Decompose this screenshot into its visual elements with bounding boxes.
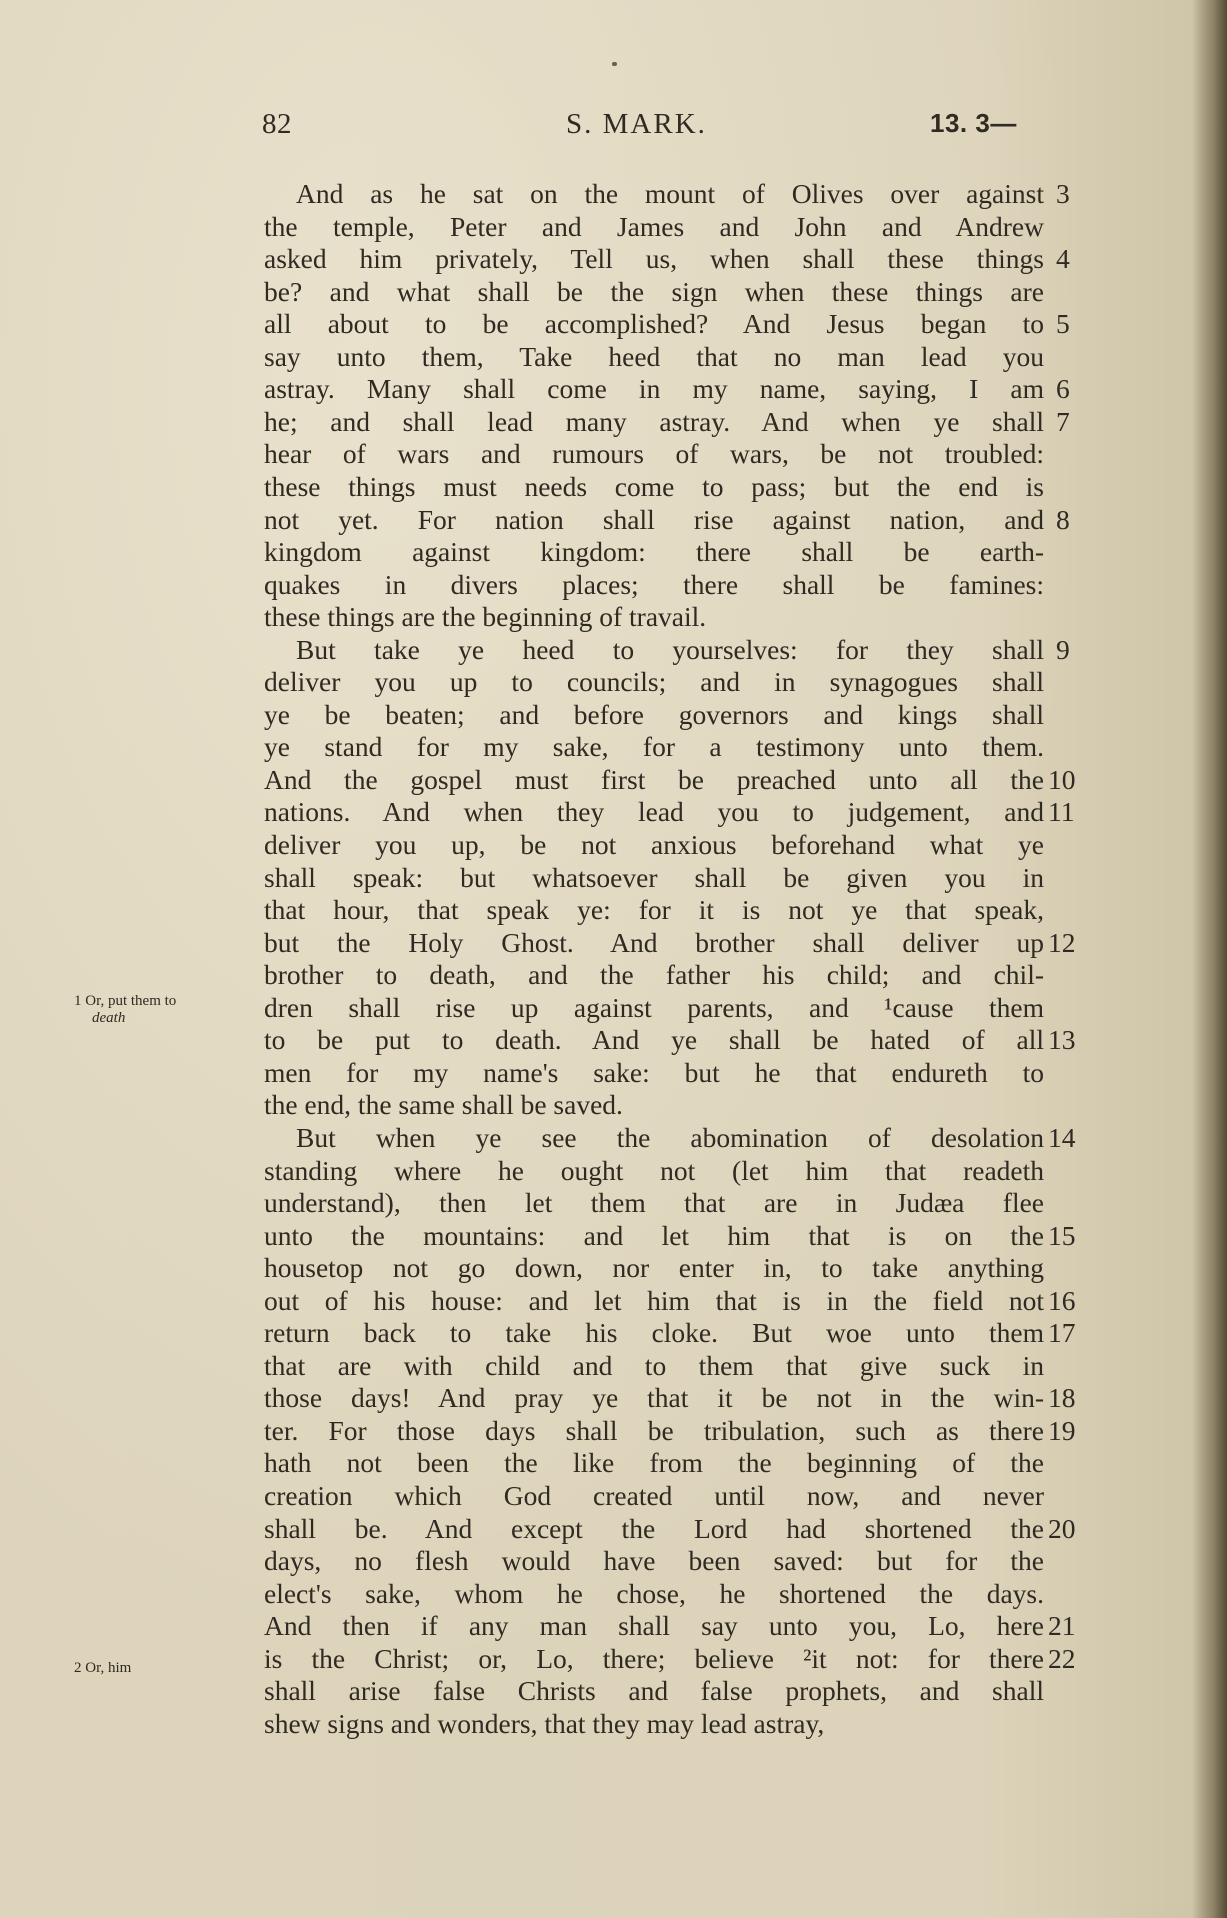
text-line xyxy=(264,959,1044,991)
text-line-content: the end, the same shall be saved. xyxy=(264,1089,623,1121)
text-line xyxy=(264,1382,1044,1414)
text-line-content: return back to take his cloke. But woe unto them xyxy=(264,1317,1044,1349)
text-line-content: brother to death, and the father his child; and chil- xyxy=(264,959,1044,991)
text-line-content: housetop not go down, nor enter in, to take anything xyxy=(264,1252,1044,1284)
text-line-content: But when ye see the abomination of desolation xyxy=(296,1121,1044,1153)
text-line-content: But take ye heed to yourselves: for they shall xyxy=(296,633,1044,665)
text-line-content: shall speak: but whatsoever shall be given you in xyxy=(264,861,1044,893)
text-line xyxy=(264,1643,1044,1675)
text-line-content: ye be beaten; and before governors and kings shall xyxy=(264,698,1044,730)
verse-number: 4 xyxy=(1056,243,1070,275)
verse-number: 7 xyxy=(1056,405,1070,437)
text-line-content: that are with child and to them that give suck in xyxy=(264,1349,1044,1381)
verse-number: 21 xyxy=(1048,1610,1076,1642)
text-line xyxy=(264,764,1044,796)
text-line-content: deliver you up to councils; and in synagogues shall xyxy=(264,666,1044,698)
margin-note-1-line-2: death xyxy=(92,1010,126,1026)
text-line-content: unto the mountains: and let him that is on the xyxy=(264,1219,1044,1251)
text-line xyxy=(264,1350,1044,1382)
text-line-content: but the Holy Ghost. And brother shall deliver up xyxy=(264,926,1044,958)
verse-number: 10 xyxy=(1048,763,1076,795)
verse-number: 18 xyxy=(1048,1382,1076,1414)
text-line xyxy=(264,178,1044,210)
text-line xyxy=(264,927,1044,959)
text-line-content: creation which God created until now, and never xyxy=(264,1480,1044,1511)
text-line xyxy=(264,406,1044,438)
text-line-content: these things must needs come to pass; but the end is xyxy=(264,470,1044,502)
text-line xyxy=(264,1610,1044,1642)
ink-speck xyxy=(612,62,617,66)
text-line-content: days, no flesh would have been saved: but for the xyxy=(264,1545,1044,1577)
verse-number: 13 xyxy=(1048,1024,1076,1056)
text-line xyxy=(264,1708,1044,1740)
verse-number: 19 xyxy=(1048,1414,1076,1446)
text-line xyxy=(264,1089,1044,1121)
margin-note-2-line-1: 2 Or, him xyxy=(74,1660,132,1676)
text-line xyxy=(264,1447,1044,1479)
page-edge-shadow xyxy=(1193,0,1227,1918)
text-line-content: elect's sake, whom he chose, he shortened the days. xyxy=(264,1577,1044,1609)
text-line xyxy=(264,796,1044,828)
text-line-content: the temple, Peter and James and John and Andrew xyxy=(264,210,1044,242)
text-line-content: dren shall rise up against parents, and ¹cause them xyxy=(264,991,1044,1023)
text-line xyxy=(264,471,1044,503)
text-line xyxy=(264,341,1044,373)
text-line-content: quakes in divers places; there shall be famines: xyxy=(264,568,1044,600)
verse-number: 16 xyxy=(1048,1284,1076,1316)
chapter-verse-ref: 13. 3— xyxy=(930,108,1017,138)
verse-number: 6 xyxy=(1056,373,1070,405)
text-line-content: shew signs and wonders, that they may lead astray, xyxy=(264,1707,825,1739)
verse-number: 14 xyxy=(1048,1121,1076,1153)
verse-number: 11 xyxy=(1048,796,1075,828)
page-number: 82 xyxy=(262,108,292,140)
text-line-content: shall be. And except the Lord had shortened the xyxy=(264,1512,1044,1544)
text-line xyxy=(264,276,1044,308)
running-header xyxy=(0,104,1227,148)
verse-number: 5 xyxy=(1056,308,1070,340)
text-line-content: And as he sat on the mount of Olives over against xyxy=(296,178,1044,209)
text-line-content: is the Christ; or, Lo, there; believe ²it not: for there xyxy=(264,1642,1044,1674)
text-line xyxy=(264,1513,1044,1545)
verse-number: 9 xyxy=(1056,633,1070,665)
margin-note-2 xyxy=(74,1660,131,1677)
text-line xyxy=(264,829,1044,861)
text-line-content: asked him privately, Tell us, when shall these things xyxy=(264,243,1044,275)
text-line xyxy=(264,699,1044,731)
text-line-content: And then if any man shall say unto you, Lo, here xyxy=(264,1610,1044,1642)
text-line-content: deliver you up, be not anxious beforehand what ye xyxy=(264,829,1044,860)
text-line-content: say unto them, Take heed that no man lead you xyxy=(264,340,1044,372)
text-line xyxy=(264,1480,1044,1512)
text-line-content: nations. And when they lead you to judgement, and xyxy=(264,796,1044,828)
text-line-content: men for my name's sake: but he that endureth to xyxy=(264,1056,1044,1088)
verse-number: 20 xyxy=(1048,1512,1076,1544)
text-line-content: hear of wars and rumours of wars, be not troubled: xyxy=(264,438,1044,470)
text-line xyxy=(264,862,1044,894)
margin-note-1-line-1: 1 Or, put them to xyxy=(74,993,177,1009)
text-line xyxy=(264,438,1044,470)
text-line-content: understand), then let them that are in Judæa flee xyxy=(264,1187,1044,1218)
text-line-content: ter. For those days shall be tribulation, such as there xyxy=(264,1414,1044,1446)
book-title: S. MARK. xyxy=(566,108,707,140)
text-line xyxy=(264,1415,1044,1447)
text-line-content: ye stand for my sake, for a testimony unto them. xyxy=(264,731,1044,763)
text-line xyxy=(264,1675,1044,1707)
text-line xyxy=(264,992,1044,1024)
text-line xyxy=(264,1155,1044,1187)
text-line xyxy=(264,536,1044,568)
verse-number: 22 xyxy=(1048,1642,1076,1674)
text-line xyxy=(264,1285,1044,1317)
text-line xyxy=(264,504,1044,536)
text-line-content: to be put to death. And ye shall be hated of all xyxy=(264,1024,1044,1056)
text-line xyxy=(264,1545,1044,1577)
text-line xyxy=(264,894,1044,926)
verse-number: 15 xyxy=(1048,1219,1076,1251)
verse-number: 3 xyxy=(1056,178,1070,209)
text-line-content: standing where he ought not (let him that readeth xyxy=(264,1154,1044,1186)
text-line xyxy=(264,569,1044,601)
text-line-content: be? and what shall be the sign when these things are xyxy=(264,275,1044,307)
verse-number: 17 xyxy=(1048,1317,1076,1349)
text-line xyxy=(264,1057,1044,1089)
text-line xyxy=(264,1578,1044,1610)
text-line xyxy=(264,731,1044,763)
text-line xyxy=(264,666,1044,698)
text-line xyxy=(264,634,1044,666)
text-line-content: astray. Many shall come in my name, saying, I am xyxy=(264,373,1044,405)
text-line-content: not yet. For nation shall rise against nation, and xyxy=(264,503,1044,535)
text-line-content: hath not been the like from the beginning of the xyxy=(264,1447,1044,1479)
verse-number: 12 xyxy=(1048,926,1076,958)
verse-number: 8 xyxy=(1056,503,1070,535)
text-line-content: those days! And pray ye that it be not in the win- xyxy=(264,1382,1044,1414)
text-line-content: he; and shall lead many astray. And when ye shall xyxy=(264,405,1044,437)
text-line xyxy=(264,1122,1044,1154)
text-line-content: kingdom against kingdom: there shall be earth- xyxy=(264,536,1044,567)
text-line xyxy=(264,1024,1044,1056)
text-line-content: that hour, that speak ye: for it is not ye that speak, xyxy=(264,894,1044,926)
text-line-content: these things are the beginning of travail. xyxy=(264,601,707,633)
text-line xyxy=(264,1317,1044,1349)
text-line xyxy=(264,373,1044,405)
text-line xyxy=(264,243,1044,275)
text-line-content: all about to be accomplished? And Jesus began to xyxy=(264,308,1044,340)
text-line xyxy=(264,211,1044,243)
text-line xyxy=(264,1252,1044,1284)
text-line xyxy=(264,308,1044,340)
text-line-content: And the gospel must first be preached unto all the xyxy=(264,763,1044,795)
margin-note-1 xyxy=(74,993,176,1027)
text-line-content: shall arise false Christs and false prophets, and shall xyxy=(264,1675,1044,1707)
text-line xyxy=(264,1220,1044,1252)
text-line xyxy=(264,1187,1044,1219)
text-line xyxy=(264,601,1044,633)
text-line-content: out of his house: and let him that is in the field not xyxy=(264,1284,1044,1316)
